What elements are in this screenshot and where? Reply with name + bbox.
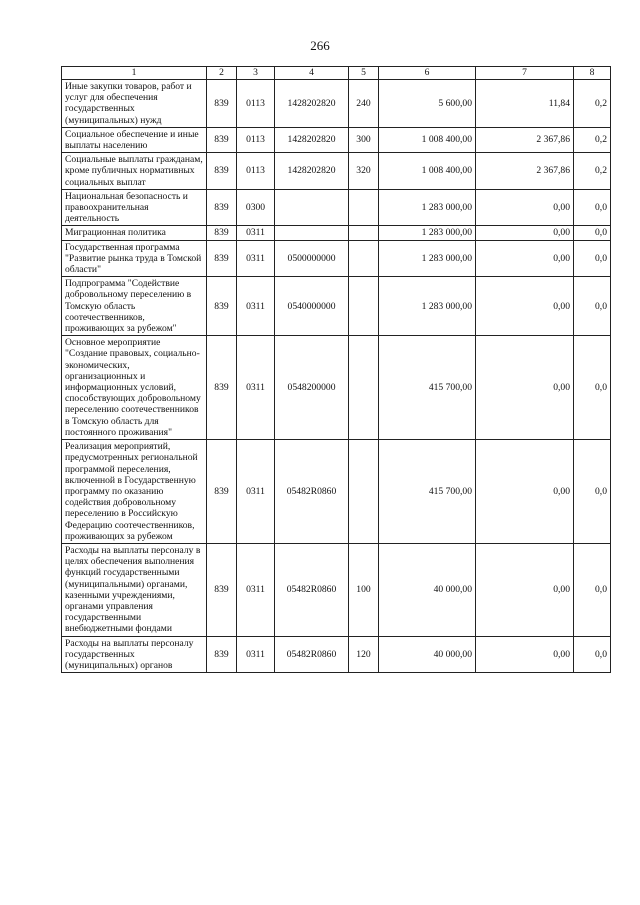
section-code: 0311 xyxy=(237,636,275,673)
target-article-code: 0500000000 xyxy=(275,240,349,277)
expense-type-code xyxy=(349,440,379,544)
section-code: 0113 xyxy=(237,80,275,128)
executed-amount: 11,84 xyxy=(476,80,574,128)
executed-amount: 0,00 xyxy=(476,226,574,240)
planned-amount: 415 700,00 xyxy=(379,336,476,440)
target-article-code: 05482R0860 xyxy=(275,440,349,544)
item-name: Реализация мероприятий, предусмотренных региональной программой переселения, включенной в Государственную программу по оказанию содействия добровольному переселению в Российскую Федерацию соотечественников, проживающих за рубежом xyxy=(62,440,207,544)
section-code: 0300 xyxy=(237,189,275,226)
target-article-code: 05482R0860 xyxy=(275,636,349,673)
execution-percent: 0,0 xyxy=(574,277,611,336)
ministry-code: 839 xyxy=(207,240,237,277)
item-name: Основное мероприятие "Создание правовых, социально-экономических, организационных и информационных условий, способствующих добровольному переселению соотечественников в Томскую область для постоянного проживания" xyxy=(62,336,207,440)
header-row xyxy=(62,67,611,80)
planned-amount: 5 600,00 xyxy=(379,80,476,128)
header-cell-1: 1 xyxy=(62,67,207,80)
item-name: Государственная программа "Развитие рынка труда в Томской области" xyxy=(62,240,207,277)
executed-amount: 0,00 xyxy=(476,336,574,440)
executed-amount: 0,00 xyxy=(476,240,574,277)
section-code: 0113 xyxy=(237,153,275,190)
table-row xyxy=(62,277,611,336)
executed-amount: 0,00 xyxy=(476,277,574,336)
table-row xyxy=(62,226,611,240)
execution-percent: 0,0 xyxy=(574,226,611,240)
executed-amount: 2 367,86 xyxy=(476,153,574,190)
ministry-code: 839 xyxy=(207,336,237,440)
section-code: 0311 xyxy=(237,336,275,440)
table-row xyxy=(62,189,611,226)
target-article-code: 1428202820 xyxy=(275,153,349,190)
planned-amount: 40 000,00 xyxy=(379,636,476,673)
executed-amount: 0,00 xyxy=(476,543,574,636)
execution-percent: 0,0 xyxy=(574,189,611,226)
budget-table xyxy=(61,66,611,673)
table-row xyxy=(62,336,611,440)
execution-percent: 0,2 xyxy=(574,80,611,128)
ministry-code: 839 xyxy=(207,636,237,673)
expense-type-code xyxy=(349,336,379,440)
ministry-code: 839 xyxy=(207,80,237,128)
expense-type-code: 240 xyxy=(349,80,379,128)
table-row xyxy=(62,127,611,152)
item-name: Миграционная политика xyxy=(62,226,207,240)
header-cell-8: 8 xyxy=(574,67,611,80)
header-cell-7: 7 xyxy=(476,67,574,80)
section-code: 0311 xyxy=(237,543,275,636)
table-row xyxy=(62,440,611,544)
table-row xyxy=(62,80,611,128)
execution-percent: 0,0 xyxy=(574,240,611,277)
table-row xyxy=(62,636,611,673)
planned-amount: 1 283 000,00 xyxy=(379,277,476,336)
execution-percent: 0,2 xyxy=(574,153,611,190)
table-row xyxy=(62,543,611,636)
expense-type-code: 100 xyxy=(349,543,379,636)
item-name: Подпрограмма "Содействие добровольному переселению в Томскую область соотечественников, проживающих за рубежом" xyxy=(62,277,207,336)
executed-amount: 0,00 xyxy=(476,636,574,673)
header-cell-3: 3 xyxy=(237,67,275,80)
item-name: Социальное обеспечение и иные выплаты населению xyxy=(62,127,207,152)
section-code: 0311 xyxy=(237,277,275,336)
executed-amount: 0,00 xyxy=(476,440,574,544)
planned-amount: 1 283 000,00 xyxy=(379,189,476,226)
expense-type-code: 120 xyxy=(349,636,379,673)
ministry-code: 839 xyxy=(207,226,237,240)
expense-type-code xyxy=(349,226,379,240)
executed-amount: 0,00 xyxy=(476,189,574,226)
target-article-code: 0548200000 xyxy=(275,336,349,440)
execution-percent: 0,0 xyxy=(574,636,611,673)
target-article-code: 1428202820 xyxy=(275,80,349,128)
ministry-code: 839 xyxy=(207,440,237,544)
header-cell-4: 4 xyxy=(275,67,349,80)
ministry-code: 839 xyxy=(207,189,237,226)
expense-type-code xyxy=(349,240,379,277)
target-article-code: 05482R0860 xyxy=(275,543,349,636)
table-row xyxy=(62,240,611,277)
section-code: 0113 xyxy=(237,127,275,152)
planned-amount: 1 283 000,00 xyxy=(379,240,476,277)
ministry-code: 839 xyxy=(207,277,237,336)
item-name: Иные закупки товаров, работ и услуг для обеспечения государственных (муниципальных) нужд xyxy=(62,80,207,128)
header-cell-6: 6 xyxy=(379,67,476,80)
ministry-code: 839 xyxy=(207,153,237,190)
item-name: Расходы на выплаты персоналу в целях обеспечения выполнения функций государственными (муниципальными) органами, казенными учреждениями, органами управления государственными внебюджетными фондами xyxy=(62,543,207,636)
expense-type-code: 300 xyxy=(349,127,379,152)
execution-percent: 0,2 xyxy=(574,127,611,152)
header-cell-2: 2 xyxy=(207,67,237,80)
expense-type-code xyxy=(349,189,379,226)
execution-percent: 0,0 xyxy=(574,440,611,544)
item-name: Национальная безопасность и правоохранительная деятельность xyxy=(62,189,207,226)
executed-amount: 2 367,86 xyxy=(476,127,574,152)
execution-percent: 0,0 xyxy=(574,336,611,440)
item-name: Расходы на выплаты персоналу государственных (муниципальных) органов xyxy=(62,636,207,673)
planned-amount: 1 008 400,00 xyxy=(379,127,476,152)
section-code: 0311 xyxy=(237,440,275,544)
item-name: Социальные выплаты гражданам, кроме публичных нормативных социальных выплат xyxy=(62,153,207,190)
target-article-code: 0540000000 xyxy=(275,277,349,336)
header-cell-5: 5 xyxy=(349,67,379,80)
target-article-code xyxy=(275,226,349,240)
table-row xyxy=(62,153,611,190)
execution-percent: 0,0 xyxy=(574,543,611,636)
planned-amount: 1 283 000,00 xyxy=(379,226,476,240)
ministry-code: 839 xyxy=(207,543,237,636)
target-article-code: 1428202820 xyxy=(275,127,349,152)
ministry-code: 839 xyxy=(207,127,237,152)
expense-type-code: 320 xyxy=(349,153,379,190)
planned-amount: 40 000,00 xyxy=(379,543,476,636)
section-code: 0311 xyxy=(237,240,275,277)
planned-amount: 1 008 400,00 xyxy=(379,153,476,190)
target-article-code xyxy=(275,189,349,226)
page-number: 266 xyxy=(310,38,330,53)
expense-type-code xyxy=(349,277,379,336)
planned-amount: 415 700,00 xyxy=(379,440,476,544)
section-code: 0311 xyxy=(237,226,275,240)
